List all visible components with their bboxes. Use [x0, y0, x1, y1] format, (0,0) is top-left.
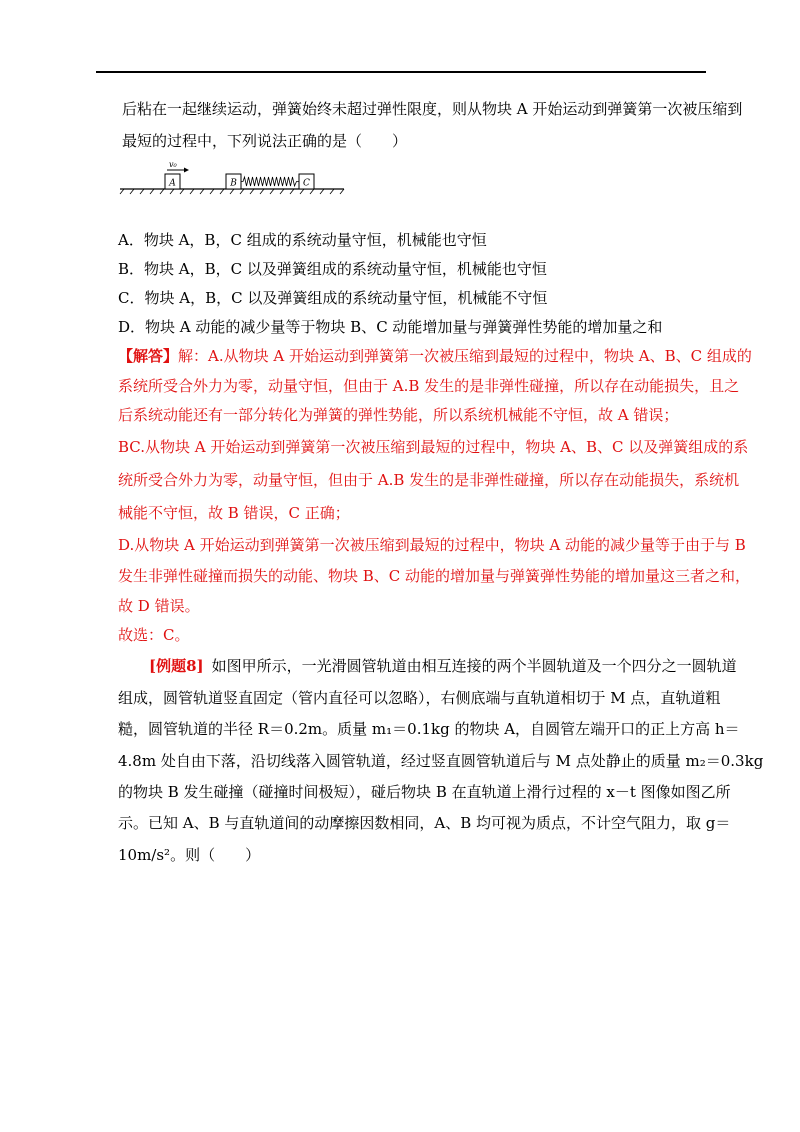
example-line-5: 的物块 B 发生碰撞（碰撞时间极短），碰后物块 B 在直轨道上滑行过程的 x－t 图像如图乙所 — [118, 783, 731, 801]
question-text-line-2: 最短的过程中，下列说法正确的是（ ） — [122, 132, 408, 150]
block-c-label: C — [303, 178, 310, 189]
solution-line-6: 械能不守恒，故 B 错误，C 正确； — [118, 504, 350, 522]
solution-line-7: D.从物块 A 开始运动到弹簧第一次被压缩到最短的过程中，物块 A 动能的减少量等于由于与 B — [118, 536, 746, 554]
spring — [241, 177, 299, 186]
solution-line-4: BC.从物块 A 开始运动到弹簧第一次被压缩到最短的过程中，物块 A、B、C 以及弹簧组成的系 — [118, 438, 749, 456]
example-tag: [例题8] — [149, 657, 204, 675]
option-b: B．物块 A，B，C 以及弹簧组成的系统动量守恒，机械能也守恒 — [118, 260, 547, 278]
example-line-4: 4.8m 处自由下落，沿切线落入圆管轨道，经过竖直圆管轨道后与 M 点处静止的质量 m₂＝0.3kg — [118, 752, 764, 770]
example-line-1 — [149, 656, 737, 676]
example-line-2: 组成，圆管轨道竖直固定（管内直径可以忽略），右侧底端与直轨道相切于 M 点，直轨道粗 — [118, 689, 721, 707]
solution-line-9: 故 D 错误。 — [118, 597, 200, 615]
solution-line-3: 后系统动能还有一部分转化为弹簧的弹性势能，所以系统机械能不守恒，故 A 错误； — [118, 406, 679, 424]
velocity-label: v₀ — [169, 160, 177, 169]
question-text-line-1: 后粘在一起继续运动，弹簧始终未超过弹性限度，则从物块 A 开始运动到弹簧第一次被压缩到 — [122, 100, 743, 118]
ground-hatching — [120, 189, 344, 194]
solution-line-8: 发生非弹性碰撞而损失的动能、物块 B、C 动能的增加量与弹簧弹性势能的增加量这三者之和， — [118, 567, 751, 585]
example-text: 如图甲所示，一光滑圆管轨道由相互连接的两个半圆轨道及一个四分之一圆轨道 — [211, 657, 737, 675]
solution-line-1 — [118, 346, 752, 366]
block-a-label: A — [169, 178, 176, 189]
example-line-6: 示。已知 A、B 与直轨道间的动摩擦因数相同，A、B 均可视为质点，不计空气阻力，取 g＝ — [118, 814, 731, 832]
example-line-3: 糙，圆管轨道的半径 R＝0.2m。质量 m₁＝0.1kg 的物块 A，自圆管左端开口的正上方高 h＝ — [118, 720, 740, 738]
solution-text: 解：A.从物块 A 开始运动到弹簧第一次被压缩到最短的过程中，物块 A、B、C 组成的 — [178, 347, 752, 365]
solution-answer: 故选：C。 — [118, 626, 190, 644]
solution-tag: 【解答】 — [118, 347, 179, 365]
option-c: C．物块 A，B，C 以及弹簧组成的系统动量守恒，机械能不守恒 — [118, 289, 548, 307]
example-line-7: 10m/s²。则（ ） — [118, 846, 261, 864]
option-d: D．物块 A 动能的减少量等于物块 B、C 动能增加量与弹簧弹性势能的增加量之和 — [118, 318, 663, 336]
blocks-spring-figure — [118, 160, 348, 196]
option-a: A．物块 A，B，C 组成的系统动量守恒，机械能也守恒 — [118, 231, 487, 249]
header-rule — [96, 71, 706, 73]
block-b-label: B — [230, 178, 237, 189]
solution-line-2: 系统所受合外力为零，动量守恒，但由于 A.B 发生的是非弹性碰撞，所以存在动能损失，且之 — [118, 377, 740, 395]
solution-line-5: 统所受合外力为零，动量守恒，但由于 A.B 发生的是非弹性碰撞，所以存在动能损失，系统机 — [118, 471, 740, 489]
